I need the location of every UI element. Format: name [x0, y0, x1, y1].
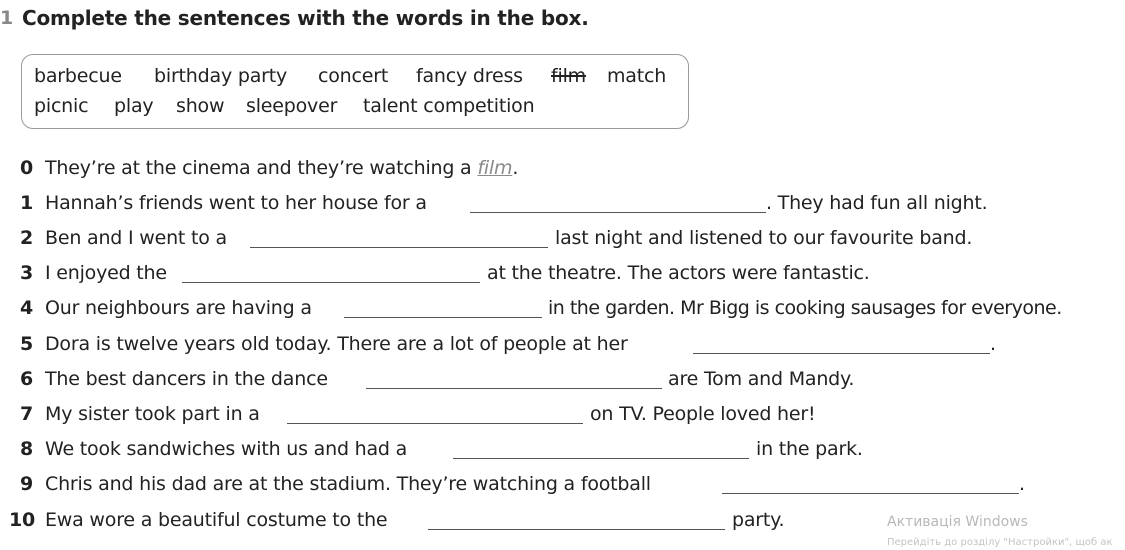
answer-blank[interactable]: [250, 227, 548, 248]
answer-blank[interactable]: [722, 473, 1019, 494]
word-box: [21, 54, 689, 129]
sentence-number: 2: [20, 227, 34, 249]
exercise-instruction: Complete the sentences with the words in the box.: [22, 6, 589, 30]
answer-blank[interactable]: [182, 262, 480, 283]
sentence-text-after: in the garden. Mr Bigg is cooking sausages for everyone.: [548, 297, 1062, 319]
sentence-text-before: Ben and I went to a: [45, 227, 227, 249]
sentence-number: 3: [20, 262, 34, 284]
word-picnic: picnic: [34, 95, 89, 117]
sentence-text-after: are Tom and Mandy.: [668, 368, 855, 390]
word-talent-competition: talent competition: [363, 95, 535, 117]
sentence-text-after: last night and listened to our favourite band.: [555, 227, 973, 249]
sentence-text-before: Dora is twelve years old today. There are a lot of people at her: [45, 333, 628, 355]
sentence-number: 6: [20, 368, 34, 390]
sentence-text-before: I enjoyed the: [45, 262, 167, 284]
sentence-number: 9: [20, 473, 34, 495]
answer-blank[interactable]: [287, 403, 583, 424]
sentence-text-after: party.: [732, 509, 785, 531]
example-answer: film: [477, 157, 513, 179]
word-match: match: [607, 65, 667, 87]
sentence-number: 1: [20, 192, 34, 214]
sentence-text-after: .: [1019, 473, 1025, 495]
answer-blank[interactable]: [693, 333, 990, 354]
answer-blank[interactable]: [344, 297, 542, 318]
word-play: play: [114, 95, 154, 117]
sentence-number: 0: [20, 157, 34, 179]
sentence-text-before: Chris and his dad are at the stadium. They’re watching a football: [45, 473, 651, 495]
windows-activation-hint: Перейдіть до розділу "Настройки", щоб ак: [887, 537, 1113, 548]
sentence-number: 4: [20, 297, 34, 319]
sentence-text-before: My sister took part in a: [45, 403, 260, 425]
sentence-text-before: They’re at the cinema and they’re watching a: [45, 157, 478, 179]
sentence-text-before: The best dancers in the dance: [45, 368, 328, 390]
word-concert: concert: [318, 65, 389, 87]
sentence-text-after: at the theatre. The actors were fantastic.: [487, 262, 870, 284]
answer-blank[interactable]: [366, 368, 662, 389]
answer-blank[interactable]: [428, 509, 725, 530]
sentence-number: 7: [20, 403, 34, 425]
word-barbecue: barbecue: [34, 65, 122, 87]
sentence-number: 8: [20, 438, 34, 460]
sentence-text-after: .: [512, 157, 519, 179]
sentence-text-after: in the park.: [756, 438, 863, 460]
sentence-number: 5: [20, 333, 34, 355]
word-show: show: [176, 95, 225, 117]
word-film-crossed: film: [551, 65, 586, 87]
sentence-text-after: . They had fun all night.: [766, 192, 988, 214]
word-birthday-party: birthday party: [154, 65, 288, 87]
windows-activation-watermark: Активація Windows: [887, 514, 1028, 530]
answer-blank[interactable]: [453, 438, 749, 459]
sentence-text-after: on TV. People loved her!: [590, 403, 816, 425]
answer-blank[interactable]: [470, 192, 766, 213]
exercise-number: 1: [0, 7, 14, 29]
sentence-example-text: [45, 157, 518, 179]
word-sleepover: sleepover: [246, 95, 338, 117]
sentence-text-before: Our neighbours are having a: [45, 297, 312, 319]
sentence-text-before: Hannah’s friends went to her house for a: [45, 192, 427, 214]
sentence-text-after: .: [990, 333, 996, 355]
sentence-text-before: We took sandwiches with us and had a: [45, 438, 408, 460]
sentence-number: 10: [9, 509, 36, 531]
sentence-text-before: Ewa wore a beautiful costume to the: [45, 509, 388, 531]
word-fancy-dress: fancy dress: [416, 65, 523, 87]
